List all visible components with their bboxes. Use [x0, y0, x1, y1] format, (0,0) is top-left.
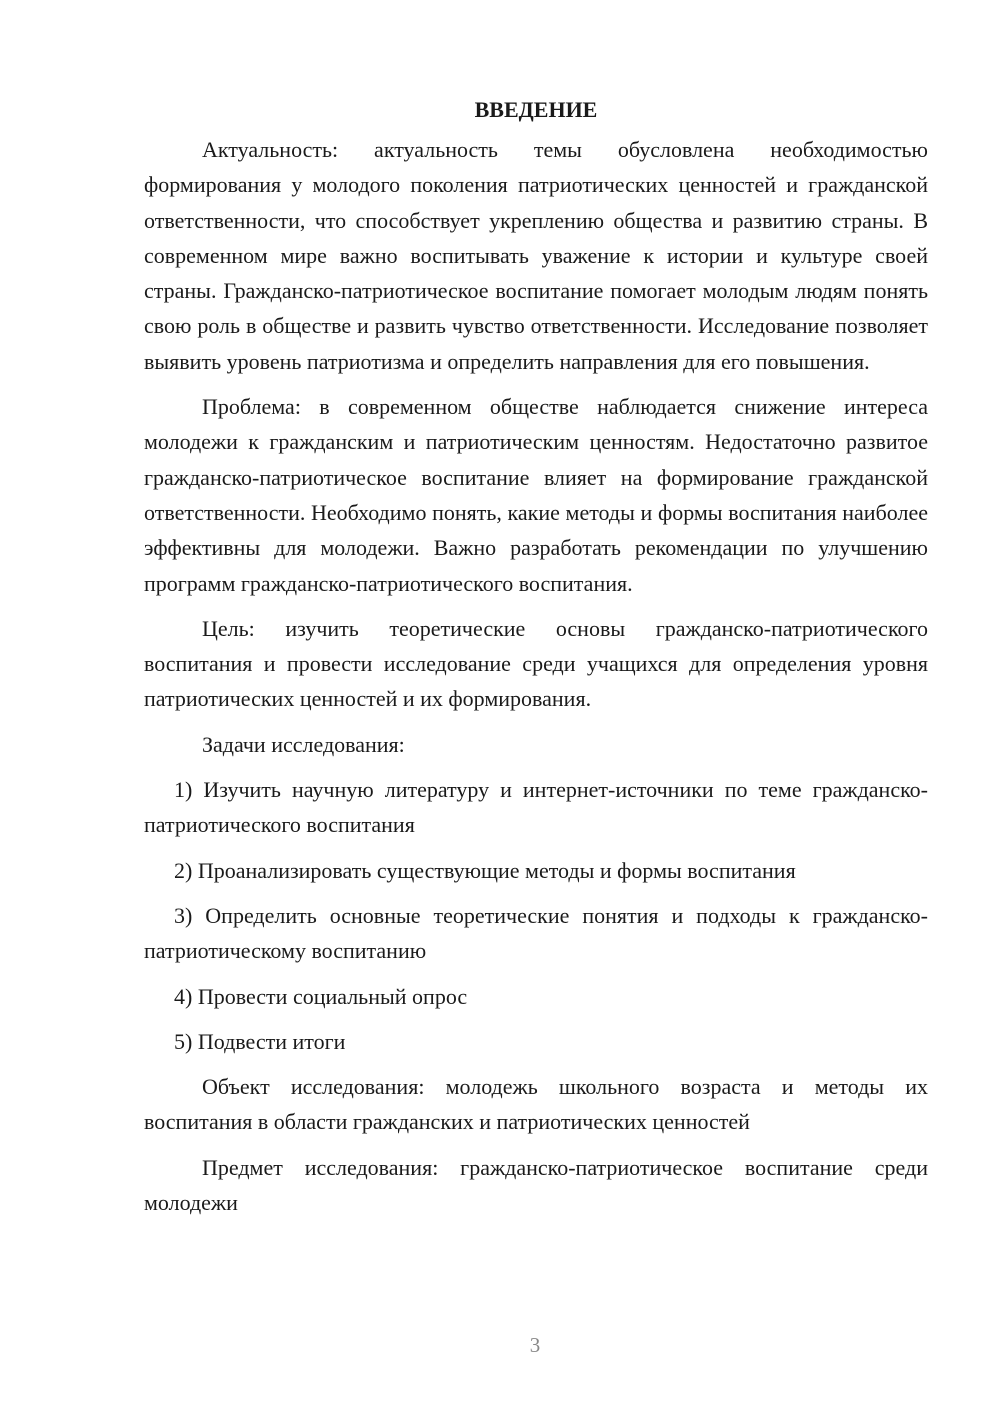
- subject-paragraph: Предмет исследования: гражданско-патриотическое воспитание среди молодежи: [144, 1154, 928, 1216]
- object-paragraph: Объект исследования: молодежь школьного возраста и методы их воспитания в области гражданских и патриотических ценностей: [144, 1074, 928, 1135]
- page-number: 3: [529, 1333, 541, 1357]
- task-item: 5) Подвести итоги: [174, 1028, 346, 1054]
- task-item: 4) Провести социальный опрос: [174, 983, 468, 1009]
- problem-paragraph: Проблема: в современном обществе наблюдается снижение интереса молодежи к гражданским и патриотическим ценностям. Недостаточно развитое гражданско-патриотическое воспитание влияет на формирование гражданской ответственности. Необходимо понять, какие методы и формы воспитания наиболее эффективны для молодежи. Важно разработать рекомендации по улучшению программ гражданско-патриотического воспитания.: [144, 394, 928, 596]
- section-title: ВВЕДЕНИЕ: [474, 97, 598, 122]
- task-item: 2) Проанализировать существующие методы и формы воспитания: [174, 857, 796, 883]
- document-page: [144, 92, 928, 1230]
- tasks-heading: Задачи исследования:: [202, 731, 405, 757]
- goal-paragraph: Цель: изучить теоретические основы гражданско-патриотического воспитания и провести исследование среди учащихся для определения уровня патриотических ценностей и их формирования.: [144, 615, 928, 712]
- task-item: 3) Определить основные теоретические понятия и подходы к гражданско-патриотическому воспитанию: [144, 902, 928, 964]
- task-item: 1) Изучить научную литературу и интернет-источники по теме гражданско-патриотического воспитания: [144, 777, 928, 838]
- relevance-paragraph: Актуальность: актуальность темы обусловлена необходимостью формирования у молодого поколения патриотических ценностей и гражданской ответственности, что способствует укреплению общества и развитию страны. В современном мире важно воспитывать уважение к истории и культуре своей страны. Гражданско-патриотическое воспитание помогает молодым людям понять свою роль в обществе и развить чувство ответственности. Исследование позволяет выявить уровень патриотизма и определить направления для его повышения.: [144, 137, 928, 374]
